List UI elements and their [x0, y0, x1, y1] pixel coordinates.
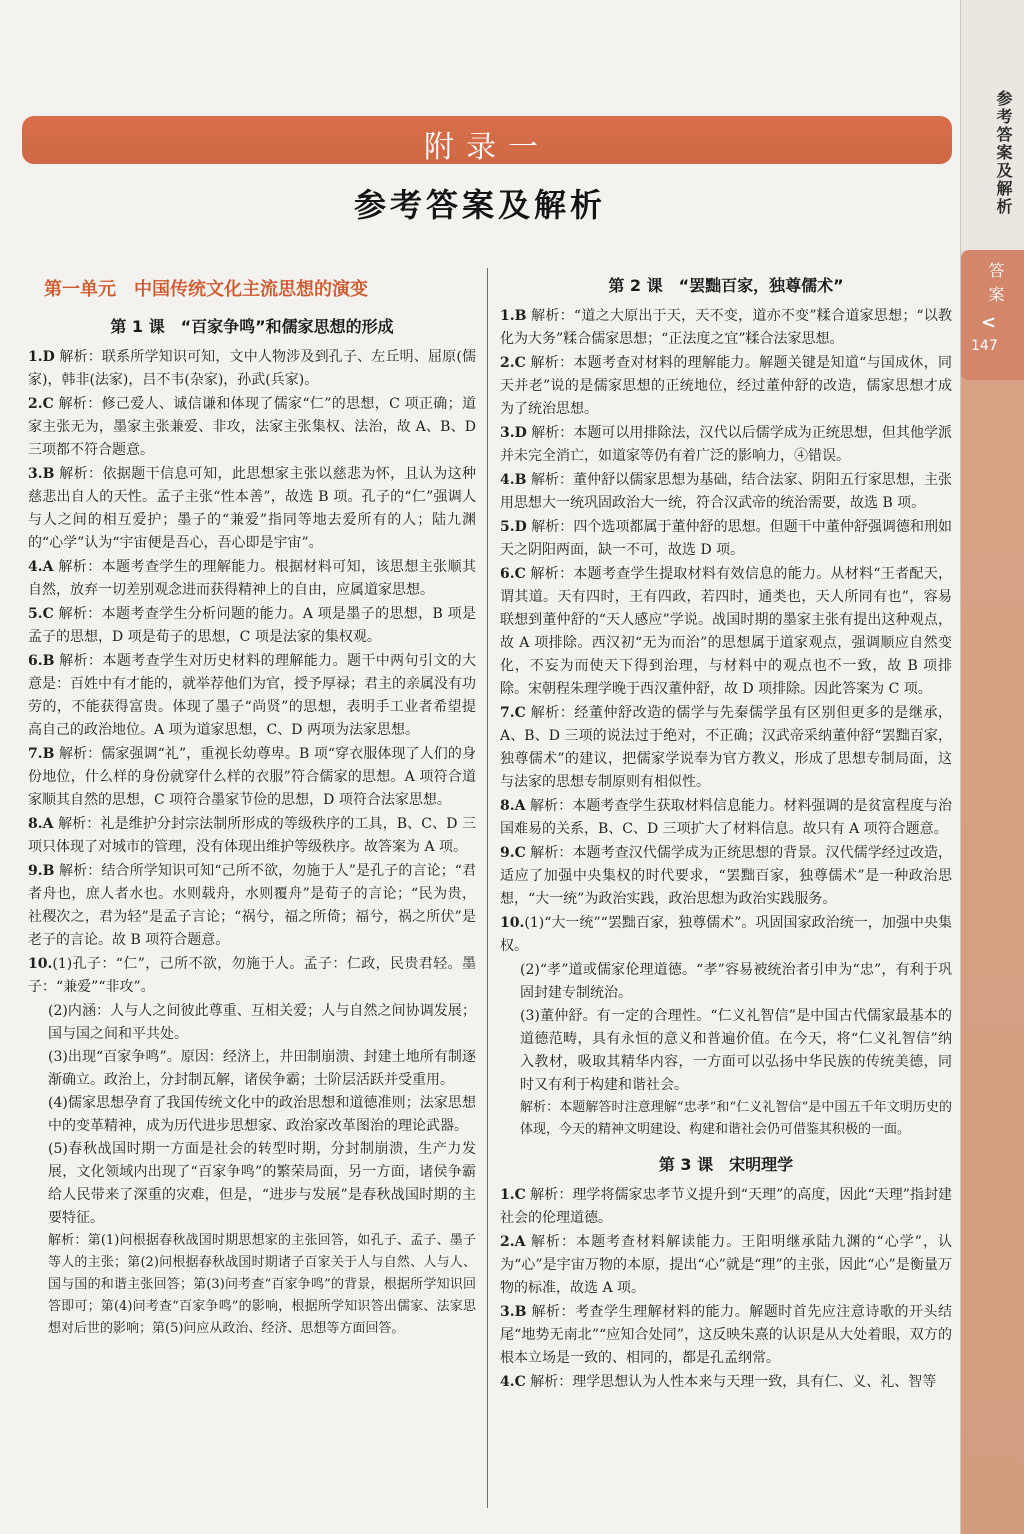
- answer-number: 3.B: [500, 1304, 527, 1320]
- answer-item: [500, 352, 952, 421]
- answer-number: 10.: [28, 956, 53, 972]
- answer-text: 解析：本题考查学生提取材料有效信息的能力。从材料“王者配天，谓其道。天有四时，王有四政，若四时，通类也，天人所同有也”，容易联想到董仲舒的“天人感应”学说。战国时期的墨家主张有提出这种观点，故 A 项排除。西汉初“无为而治”的思想属于道家观点，强调顺应自然变化，不妄为而使天下得到治理，与材料中的观点也不一致，故 B 项排除。宋朝程朱理学晚于西汉董仲舒，故 D 项排除。因此答案为 C 项。: [500, 566, 953, 697]
- answer-part: (4)儒家思想孕育了我国传统文化中的政治思想和道德准则；法家思想中的变革精神，成为历代进步思想家、政治家改革图治的理论武器。: [48, 1095, 476, 1134]
- side-title: 参考答案及解析: [994, 90, 1013, 216]
- answer-text: 解析：本题考查学生的理解能力。根据材料可知，该思想主张顺其自然，放弃一切差别观念进而获得精神上的自由，应属道家思想。: [28, 559, 477, 598]
- answer-text: 解析：礼是维护分封宗法制所形成的等级秩序的工具，B、C、D 三项只体现了对城市的管理，没有体现出维护等级秩序。故答案为 A 项。: [28, 816, 476, 855]
- chevron-left-icon: <: [981, 312, 997, 333]
- answer-number: 8.A: [500, 798, 526, 814]
- answer-item: [500, 1231, 952, 1300]
- answer-number: 4.B: [500, 472, 527, 488]
- answer-number: 4.A: [28, 559, 54, 575]
- answer-item: [28, 650, 476, 742]
- answer-item: [28, 603, 476, 649]
- answer-item: [28, 860, 476, 952]
- answer-item: [500, 516, 952, 562]
- answer-analysis: 解析：第(1)问根据春秋战国时期思想家的主张回答，如孔子、孟子、墨子等人的主张；第(2)问根据春秋战国时期诸子百家关于人与自然、人与人、国与国的和谐主张回答；第(3)问考查“百家争鸣”的背景，根据所学知识回答即可；第(4)问考查“百家争鸣”的影响，根据所学知识答出儒家、法家思想对后世的影响；第(5)问应从政治、经济、思想等方面回答。: [48, 1233, 476, 1336]
- answer-text: 解析：修己爱人、诚信谦和体现了儒家“仁”的思想，C 项正确；道家主张无为，墨家主张兼爱、非攻，法家主张集权、法治，故 A、B、D 三项都不符合题意。: [28, 396, 476, 458]
- side-index-strip: [960, 0, 1024, 1534]
- answer-number: 7.C: [500, 705, 526, 721]
- appendix-banner: [22, 116, 952, 164]
- answer-item: [500, 469, 952, 515]
- answer-tab[interactable]: [961, 250, 1024, 380]
- answer-text: 解析：本题考查学生对历史材料的理解能力。题干中两句引文的大意是：百姓中有才能的，就举荐他们为官，授予厚禄；君主的亲属没有功劳的，不能获得富贵。体现了墨子“尚贤”的思想，表明手工业者希望提高自己的政治地位。A 项为道家思想，C、D 两项为法家思想。: [28, 653, 477, 738]
- answer-text: 解析：本题考查学生获取材料信息能力。材料强调的是贫富程度与治国难易的关系，B、C、D 三项扩大了材料信息。故只有 A 项符合题意。: [500, 798, 953, 837]
- answer-item: [28, 556, 476, 602]
- answer-item-10: [500, 912, 952, 958]
- answer-text: 解析：四个选项都属于董仲舒的思想。但题干中董仲舒强调德和刑如天之阴阳两面，缺一不可，故选 D 项。: [500, 519, 953, 558]
- banner-text: 附录一: [424, 130, 550, 165]
- answer-number: 1.D: [28, 349, 55, 365]
- page-number: 147: [971, 338, 998, 354]
- lesson-1-answers: [28, 346, 476, 952]
- answer-text: 解析：经董仲舒改造的儒学与先秦儒学虽有区别但更多的是继承，A、B、D 三项的说法过于绝对，不正确；汉武帝采纳董仲舒“罢黜百家，独尊儒术”的建议，把儒家学说奉为官方教义，形成了思想专制局面，这与法家的思想专制原则有相似性。: [500, 705, 953, 790]
- answer-item: [28, 393, 476, 462]
- answer-item: [500, 702, 952, 794]
- answer-item: [500, 1301, 952, 1370]
- answer-number: 9.B: [28, 863, 55, 879]
- answer-part: (3)出现“百家争鸣”。原因：经济上，井田制崩溃、封建土地所有制逐渐确立。政治上，分封制瓦解，诸侯争霸；士阶层活跃并受重用。: [48, 1049, 476, 1088]
- answer-item: [500, 1371, 952, 1394]
- answer-part: (5)春秋战国时期一方面是社会的转型时期，分封制崩溃，生产力发展，文化领域内出现了“百家争鸣”的繁荣局面，另一方面，诸侯争霸给人民带来了深重的灾难，但是，“进步与发展”是春秋战国时期的主要特征。: [48, 1141, 476, 1226]
- answer-text: 解析：本题考查学生分析问题的能力。A 项是墨子的思想，B 项是孟子的思想，D 项是荀子的思想，C 项是法家的集权观。: [28, 606, 476, 645]
- answer-text: 解析：理学将儒家忠孝节义提升到“天理”的高度，因此“天理”指封建社会的伦理道德。: [500, 1187, 952, 1226]
- answer-text: 解析：本题考查对材料的理解能力。解题关键是知道“与国成休，同天并老”说的是儒家思想的正统地位，经过董仲舒的改造，儒家思想才成为了统治思想。: [500, 355, 953, 417]
- lesson-2-answers: [500, 305, 952, 911]
- answer-text: 解析：“道之大原出于天，天不变，道亦不变”糅合道家思想；“以教化为大务”糅合儒家思想；“正法度之宜”糅合法家思想。: [500, 308, 952, 347]
- answer-text: 解析：本题考查汉代儒学成为正统思想的背景。汉代儒学经过改造，适应了加强中央集权的时代要求，“罢黜百家，独尊儒术”是一种政治思想，“大一统”为政治实践，政治思想为政治实践服务。: [500, 845, 953, 907]
- answer-item: [28, 463, 476, 555]
- answer-text: 解析：理学思想认为人性本来与天理一致，具有仁、义、礼、智等: [530, 1374, 937, 1390]
- right-column: [500, 268, 952, 1395]
- tab-label: 答案: [986, 262, 1005, 310]
- lesson-3-title: 第 3 课 宋明理学: [658, 1155, 794, 1174]
- answer-number: 2.C: [500, 355, 526, 371]
- answer-part: (2)内涵：人与人之间彼此尊重、互相关爱；人与自然之间协调发展；国与国之间和平共处。: [48, 1003, 476, 1042]
- answer-number: 3.D: [500, 425, 527, 441]
- answer-text: 解析：本题可以用排除法，汉代以后儒学成为正统思想，但其他学派并未完全消亡，如道家等仍有着广泛的影响力，④错误。: [500, 425, 953, 464]
- answer-number: 7.B: [28, 746, 55, 762]
- answer-number: 5.D: [500, 519, 527, 535]
- side-strip-top: [961, 0, 1024, 250]
- lesson-2-title: 第 2 课 “罢黜百家，独尊儒术”: [608, 276, 844, 295]
- answer-number: 3.B: [28, 466, 55, 482]
- column-divider: [487, 268, 488, 1508]
- answer-part: (1)“大一统”“罢黜百家，独尊儒术”。巩固国家政治统一，加强中央集权。: [500, 915, 952, 954]
- answer-number: 8.A: [28, 816, 54, 832]
- answer-text: 解析：结合所学知识可知“己所不欲，勿施于人”是孔子的言论；“君者舟也，庶人者水也。水则载舟，水则覆舟”是荀子的言论；“民为贵，社稷次之，君为轻”是孟子言论；“祸兮，福之所倚；福兮，祸之所伏”是老子的言论。故 B 项符合题意。: [28, 863, 476, 948]
- answer-number: 2.C: [28, 396, 54, 412]
- answer-text: 解析：儒家强调“礼”，重视长幼尊卑。B 项“穿衣服体现了人们的身份地位，什么样的身份就穿什么样的衣服”符合儒家的思想。A 项符合道家顺其自然的思想，C 项符合墨家节俭的思想，D 项符合法家思想。: [28, 746, 476, 808]
- answer-item: [500, 1184, 952, 1230]
- answer-number: 10.: [500, 915, 525, 931]
- lesson-1-title: 第 1 课 “百家争鸣”和儒家思想的形成: [110, 317, 394, 336]
- answer-text: 解析：董仲舒以儒家思想为基础，结合法家、阴阳五行家思想，主张用思想大一统巩固政治大一统，符合汉武帝的统治需要，故选 B 项。: [500, 472, 953, 511]
- answer-item: [500, 842, 952, 911]
- answer-number: 2.A: [500, 1234, 526, 1250]
- page-title: 参考答案及解析: [353, 186, 606, 224]
- answer-item-10: [28, 953, 476, 999]
- answer-text: 解析：依据题干信息可知，此思想家主张以慈悲为怀，且认为这种慈悲出自人的天性。孟子主张“性本善”，故选 B 项。孔子的“仁”强调人与人之间的相互爱护；墨子的“兼爱”指同等地去爱所有的人；陆九渊的“心学”认为“宇宙便是吾心，吾心即是宇宙”。: [28, 466, 477, 551]
- answer-text: 解析：考查学生理解材料的能力。解题时首先应注意诗歌的开头结尾“地势无南北”“应知合处同”，这反映朱熹的认识是从大处着眼，双方的根本立场是一致的、相同的，都是孔孟纲常。: [500, 1304, 953, 1366]
- answer-item: [500, 305, 952, 351]
- left-column: [28, 268, 476, 1340]
- answer-text: 解析：联系所学知识可知，文中人物涉及到孔子、左丘明、屈原(儒家)，韩非(法家)，吕不韦(杂家)，孙武(兵家)。: [28, 349, 477, 388]
- answer-number: 1.B: [500, 308, 527, 324]
- answer-part: (3)董仲舒。有一定的合理性。“仁义礼智信”是中国古代儒家最基本的道德范畴，具有永恒的意义和普遍价值。在今天，将“仁义礼智信”纳入教材，吸取其精华内容，一方面可以弘扬中华民族的传统美德，同时又有利于构建和谐社会。: [520, 1008, 952, 1093]
- answer-number: 4.C: [500, 1374, 526, 1390]
- answer-number: 6.C: [500, 566, 526, 582]
- answer-part: (1)孔子：“仁”，己所不欲，勿施于人。孟子：仁政，民贵君轻。墨子：“兼爱”“非攻”。: [28, 956, 476, 995]
- answer-number: 5.C: [28, 606, 54, 622]
- answer-analysis: 解析：本题解答时注意理解“忠孝”和“仁义礼智信”是中国五千年文明历史的体现，今天的精神文明建设、构建和谐社会仍可借鉴其积极的一面。: [520, 1100, 952, 1137]
- answer-item: [28, 346, 476, 392]
- answer-part: (2)“孝”道或儒家伦理道德。“孝”容易被统治者引申为“忠”，有利于巩固封建专制统治。: [520, 962, 952, 1001]
- answer-item: [28, 743, 476, 812]
- answer-item: [500, 422, 952, 468]
- answer-item: [28, 813, 476, 859]
- answer-item: [500, 795, 952, 841]
- answer-item: [500, 563, 952, 701]
- answer-number: 6.B: [28, 653, 55, 669]
- lesson-3-answers: [500, 1184, 952, 1394]
- unit-title: 第一单元 中国传统文化主流思想的演变: [44, 279, 368, 300]
- answer-number: 9.C: [500, 845, 526, 861]
- answer-number: 1.C: [500, 1187, 526, 1203]
- answer-text: 解析：本题考查材料解读能力。王阳明继承陆九渊的“心学”，认为“心”是宇宙万物的本原，提出“心”就是“理”的主张，因此“心”是衡量万物的标准，故选 A 项。: [500, 1234, 952, 1296]
